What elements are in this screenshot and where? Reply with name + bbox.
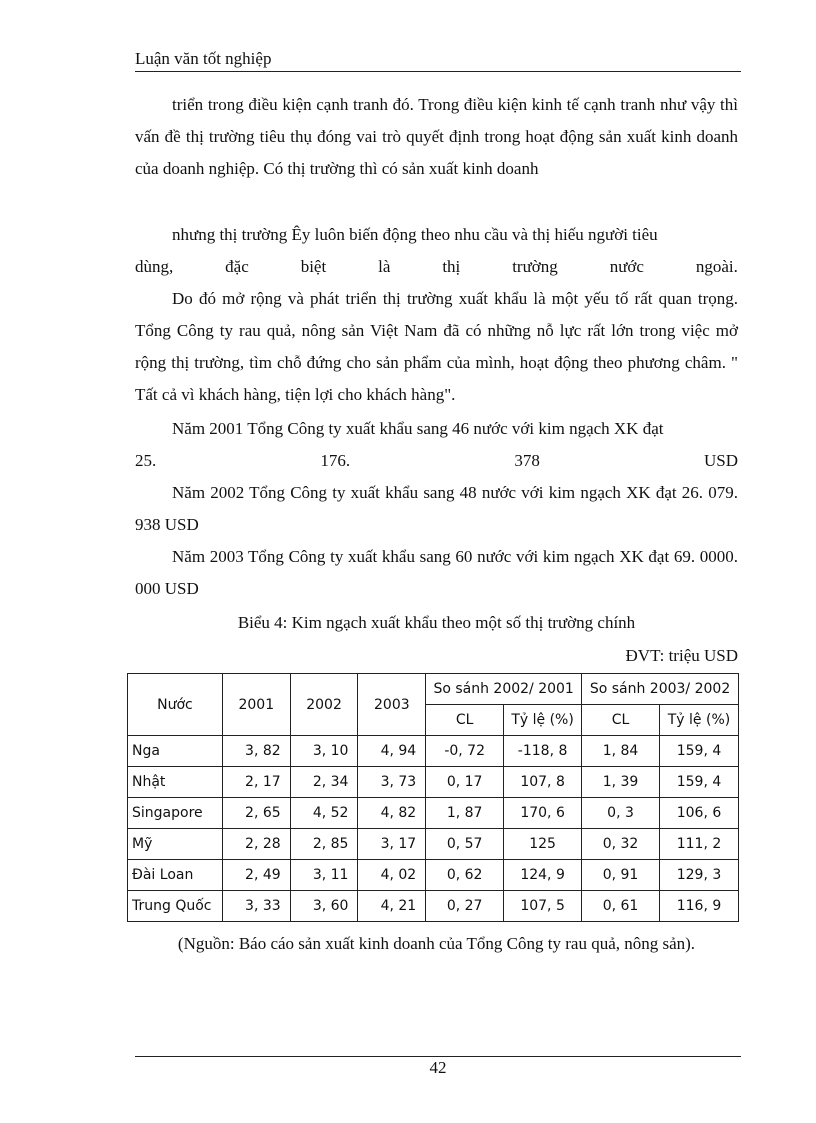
value-cell: -118, 8 xyxy=(504,736,582,767)
word: nước xyxy=(609,257,644,276)
country-cell: Nga xyxy=(128,736,223,767)
header-compare-2003-2002: So sánh 2003/ 2002 xyxy=(582,674,739,705)
header-2003: 2003 xyxy=(358,674,426,736)
value-cell: 0, 32 xyxy=(582,829,660,860)
footer-divider xyxy=(135,1056,741,1057)
table-header-row xyxy=(128,674,739,705)
country-cell: Mỹ xyxy=(128,829,223,860)
paragraph-3: Do đó mở rộng và phát triển thị trường xuất khẩu là một yếu tố rất quan trọng. Tổng Công ty rau quả, nông sản Việt Nam đã có những nỗ lực rất lớn trong việc mở rộng thị trường, tìm chỗ đứng cho sản phẩm của mình, hoạt động theo phương châm. " Tất cả vì khách hàng, tiện lợi cho khách hàng". xyxy=(135,289,738,404)
value-cell: 4, 52 xyxy=(290,798,358,829)
value-cell: 116, 9 xyxy=(659,891,738,922)
word: 176. xyxy=(320,451,351,470)
table-row xyxy=(128,736,739,767)
value-cell: 3, 60 xyxy=(290,891,358,922)
value-cell: 124, 9 xyxy=(504,860,582,891)
value-cell: 4, 94 xyxy=(358,736,426,767)
value-cell: 4, 02 xyxy=(358,860,426,891)
value-cell: 2, 17 xyxy=(222,767,290,798)
value-cell: 129, 3 xyxy=(659,860,738,891)
table-caption: Biểu 4: Kim ngạch xuất khẩu theo một số thị trường chính xyxy=(237,613,636,632)
value-cell: -0, 72 xyxy=(426,736,504,767)
table-row xyxy=(128,798,739,829)
paragraph-2-line-1: nhưng thị trường Êy luôn biến động theo nhu cầu và thị hiếu người tiêu xyxy=(172,225,658,244)
value-cell: 0, 61 xyxy=(582,891,660,922)
word: thị xyxy=(442,257,461,276)
table-source-note: (Nguồn: Báo cáo sản xuất kinh doanh của Tổng Công ty rau quả, nông sản). xyxy=(177,934,696,953)
header-country: Nước xyxy=(128,674,223,736)
value-cell: 3, 11 xyxy=(290,860,358,891)
word: 25. xyxy=(135,451,157,470)
value-cell: 3, 82 xyxy=(222,736,290,767)
value-cell: 159, 4 xyxy=(659,767,738,798)
value-cell: 170, 6 xyxy=(504,798,582,829)
value-cell: 3, 73 xyxy=(358,767,426,798)
header-compare-2002-2001: So sánh 2002/ 2001 xyxy=(426,674,582,705)
country-cell: Trung Quốc xyxy=(128,891,223,922)
value-cell: 1, 84 xyxy=(582,736,660,767)
value-cell: 2, 85 xyxy=(290,829,358,860)
header-cl-2: CL xyxy=(582,705,660,736)
value-cell: 2, 34 xyxy=(290,767,358,798)
header-2001: 2001 xyxy=(222,674,290,736)
country-cell: Singapore xyxy=(128,798,223,829)
value-cell: 2, 49 xyxy=(222,860,290,891)
value-cell: 2, 65 xyxy=(222,798,290,829)
paragraph-4-line-2 xyxy=(135,445,738,477)
value-cell: 0, 27 xyxy=(426,891,504,922)
table-row xyxy=(128,767,739,798)
value-cell: 3, 17 xyxy=(358,829,426,860)
word: là xyxy=(378,257,391,276)
page-number: 42 xyxy=(429,1058,447,1077)
word: USD xyxy=(703,451,738,470)
value-cell: 107, 8 xyxy=(504,767,582,798)
value-cell: 4, 21 xyxy=(358,891,426,922)
value-cell: 1, 87 xyxy=(426,798,504,829)
table-row xyxy=(128,891,739,922)
page-header: Luận văn tốt nghiệp xyxy=(135,49,741,72)
table-row xyxy=(128,860,739,891)
paragraph-6: Năm 2003 Tổng Công ty xuất khẩu sang 60 nước với kim ngạch XK đạt 69. 0000. 000 USD xyxy=(135,547,738,598)
value-cell: 2, 28 xyxy=(222,829,290,860)
value-cell: 3, 10 xyxy=(290,736,358,767)
word: đặc xyxy=(225,257,249,276)
word: 378 xyxy=(514,451,540,470)
header-2002: 2002 xyxy=(290,674,358,736)
header-ratio-1: Tỷ lệ (%) xyxy=(504,705,582,736)
value-cell: 106, 6 xyxy=(659,798,738,829)
value-cell: 111, 2 xyxy=(659,829,738,860)
value-cell: 0, 3 xyxy=(582,798,660,829)
header-cl-1: CL xyxy=(426,705,504,736)
paragraph-4-line-1: Năm 2001 Tổng Công ty xuất khẩu sang 46 nước với kim ngạch XK đạt xyxy=(172,419,664,438)
value-cell: 0, 17 xyxy=(426,767,504,798)
value-cell: 0, 91 xyxy=(582,860,660,891)
table-unit: ĐVT: triệu USD xyxy=(625,646,738,665)
word: dùng, xyxy=(135,257,174,276)
value-cell: 3, 33 xyxy=(222,891,290,922)
table-row xyxy=(128,829,739,860)
header-ratio-2: Tỷ lệ (%) xyxy=(659,705,738,736)
value-cell: 159, 4 xyxy=(659,736,738,767)
value-cell: 4, 82 xyxy=(358,798,426,829)
word: ngoài. xyxy=(695,257,738,276)
word: biệt xyxy=(300,257,327,276)
value-cell: 125 xyxy=(504,829,582,860)
value-cell: 0, 57 xyxy=(426,829,504,860)
word: trường xyxy=(512,257,558,276)
paragraph-1: triển trong điều kiện cạnh tranh đó. Trong điều kiện kinh tế cạnh tranh như vậy thì vấn đề thị trường tiêu thụ đóng vai trò quyết định trong hoạt động sản xuất kinh doanh của doanh nghiệp. Có thị trường thì có sản xuất kinh doanh xyxy=(135,95,738,178)
value-cell: 1, 39 xyxy=(582,767,660,798)
country-cell: Nhật xyxy=(128,767,223,798)
paragraph-2-line-2 xyxy=(135,251,738,283)
paragraph-5: Năm 2002 Tổng Công ty xuất khẩu sang 48 nước với kim ngạch XK đạt 26. 079. 938 USD xyxy=(135,483,738,534)
value-cell: 107, 5 xyxy=(504,891,582,922)
country-cell: Đài Loan xyxy=(128,860,223,891)
export-table xyxy=(127,673,739,922)
value-cell: 0, 62 xyxy=(426,860,504,891)
